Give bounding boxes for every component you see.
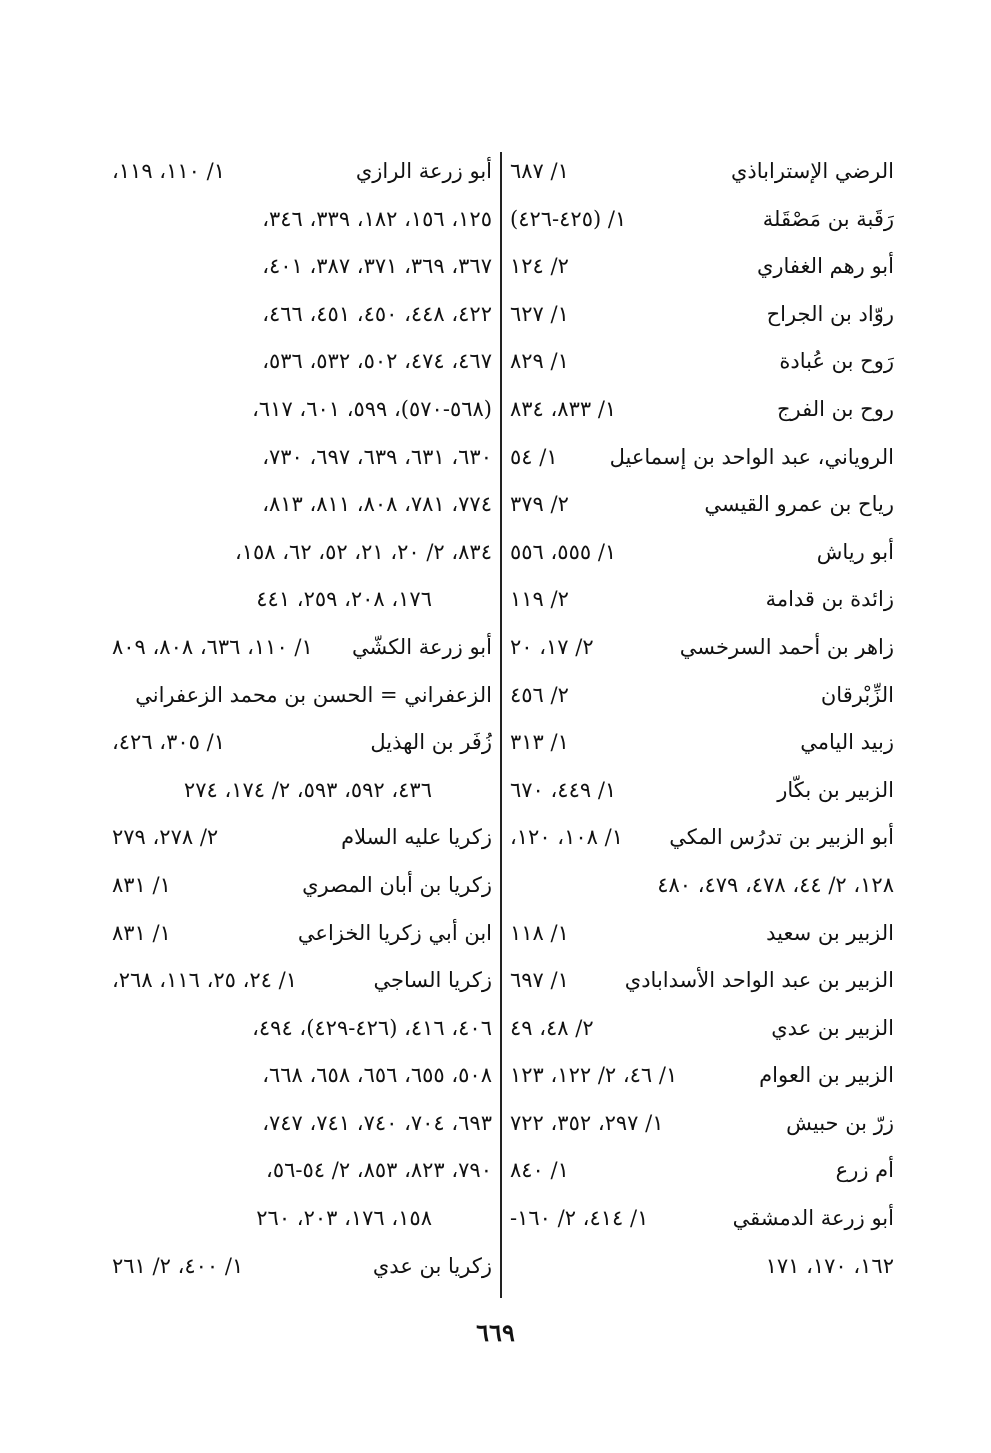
index-entry: [112, 1195, 492, 1243]
entry-name: الزبير بن بكّار: [777, 777, 894, 802]
entry-name: الزبير بن العوام: [759, 1063, 894, 1088]
index-entry: [510, 862, 894, 910]
entry-name: أبو زرعة الكشّي: [351, 634, 492, 659]
entry-name: زائدة بن قدامة: [765, 587, 894, 612]
column-divider: [500, 152, 502, 1298]
entry-page-refs: ٤٠٦، ٤١٦، (٤٢٦-٤٢٩)، ٤٩٤،: [252, 1015, 492, 1040]
entry-name: روح بن الفرج: [776, 396, 894, 421]
index-entry: [510, 767, 894, 815]
entry-name: زكريا بن أبان المصري: [302, 872, 492, 897]
index-entry: [510, 1195, 894, 1243]
entry-name: الزِّبْرقان: [820, 682, 894, 707]
index-entry: [112, 1243, 492, 1291]
index-entry: [510, 529, 894, 577]
entry-page-refs: ١/ ١٠٨، ١٢٠،: [510, 825, 623, 850]
index-entry: [510, 1005, 894, 1053]
index-entry: [112, 576, 492, 624]
entry-page-refs: ٦٣٠، ٦٣١، ٦٣٩، ٦٩٧، ٧٣٠،: [262, 444, 492, 469]
entry-page-refs: ١/ ٦٢٧: [510, 301, 569, 326]
entry-page-refs: ١٦٢، ١٧٠، ١٧١: [765, 1253, 894, 1278]
entry-name: الزبير بن عدي: [771, 1015, 894, 1040]
entry-page-refs: ١/ ٨٢٩: [510, 349, 569, 374]
index-entry: [112, 624, 492, 672]
index-entry: [510, 148, 894, 196]
entry-page-refs: ١٥٨، ١٧٦، ٢٠٣، ٢٦٠: [256, 1206, 432, 1231]
index-entry: [112, 243, 492, 291]
index-entry: [510, 196, 894, 244]
entry-name: أبو رياش: [816, 539, 894, 564]
entry-page-refs: ١/ ٤١٤، ٢/ ١٦٠-: [510, 1206, 649, 1231]
entry-page-refs: ٤٦٧، ٤٧٤، ٥٠٢، ٥٣٢، ٥٣٦،: [262, 349, 492, 374]
entry-name: أبو زرعة الدمشقي: [732, 1206, 894, 1231]
entry-page-refs: ١/ ٨٤٠: [510, 1158, 569, 1183]
entry-page-refs: ١/ ٤٠٠، ٢/ ٢٦١: [112, 1253, 244, 1278]
entry-page-refs: ١٢٥، ١٥٦، ١٨٢، ٣٣٩، ٣٤٦،: [262, 206, 492, 231]
entry-name: زاهر بن أحمد السرخسي: [679, 634, 894, 659]
entry-name: الرضي الإستراباذي: [730, 159, 894, 183]
entry-page-refs: (٥٦٨-٥٧٠)، ٥٩٩، ٦٠١، ٦١٧،: [252, 396, 492, 421]
entry-name: زرّ بن حبيش: [786, 1110, 894, 1135]
entry-page-refs: ١/ ٦٨٧: [510, 159, 569, 183]
index-column-left: [112, 148, 492, 1290]
entry-page-refs: ٢/ ١٧، ٢٠: [510, 634, 594, 659]
entry-name: رَقَبة بن مَصْقَلة: [762, 206, 894, 231]
entry-page-refs: ٢/ ١٢٤: [510, 254, 569, 279]
entry-name: روّاد بن الجراح: [766, 301, 894, 326]
entry-name: زكريا عليه السلام: [341, 825, 492, 850]
entry-name: زبيد اليامي: [800, 730, 894, 755]
entry-page-refs: ١/ ٨٣٣، ٨٣٤: [510, 396, 617, 421]
page-number: ٦٦٩: [476, 1318, 515, 1347]
index-entry: [112, 672, 492, 720]
entry-name: زُفَر بن الهذيل: [370, 730, 492, 755]
entry-page-refs: ١٧٦، ٢٠٨، ٢٥٩، ٤٤١: [256, 587, 432, 612]
index-entry: [112, 481, 492, 529]
entry-page-refs: ٢/ ١١٩: [510, 587, 569, 612]
index-entry: [510, 1052, 894, 1100]
index-entry: [112, 910, 492, 958]
index-entry: [510, 624, 894, 672]
index-entry: [112, 767, 492, 815]
entry-page-refs: ١/ ٢٩٧، ٣٥٢، ٧٢٢: [510, 1110, 664, 1135]
entry-name: زكريا الساجي: [373, 968, 492, 993]
entry-page-refs: ١/ ١١٠، ٦٣٦، ٨٠٨، ٨٠٩: [112, 634, 313, 659]
index-entry: [112, 338, 492, 386]
index-column-right: [510, 148, 894, 1290]
entry-page-refs: ١/ ٨٣١: [112, 920, 171, 945]
entry-page-refs: ١/ ٣٠٥، ٤٢٦،: [112, 730, 225, 755]
entry-page-refs: ١/ ٥٥٥، ٥٥٦: [510, 539, 617, 564]
entry-name: الزعفراني = الحسن بن محمد الزعفراني: [135, 682, 492, 707]
index-entry: [510, 1243, 894, 1291]
index-entry: [112, 1147, 492, 1195]
entry-name: الزبير بن سعيد: [766, 920, 894, 945]
index-entry: [510, 338, 894, 386]
entry-name: أبو زرعة الرازي: [355, 159, 492, 183]
entry-name: رَوح بن عُبادة: [779, 349, 894, 374]
entry-page-refs: ٢/ ٤٥٦: [510, 682, 569, 707]
index-entry: [112, 291, 492, 339]
index-entry: [112, 196, 492, 244]
entry-page-refs: ١/ ٣١٣: [510, 730, 569, 755]
entry-name: أم زرع: [835, 1158, 894, 1183]
entry-name: الزبير بن عبد الواحد الأسدابادي: [624, 968, 894, 993]
entry-page-refs: ٢/ ٢٧٨، ٢٧٩: [112, 825, 219, 850]
entry-page-refs: ٤٣٦، ٥٩٢، ٥٩٣، ٢/ ١٧٤، ٢٧٤: [183, 777, 432, 802]
entry-page-refs: ١/ ١١٨: [510, 920, 569, 945]
index-entry: [510, 910, 894, 958]
entry-name: أبو رهم الغفاري: [756, 254, 894, 279]
entry-page-refs: ١/ ٤٦، ٢/ ١٢٢، ١٢٣: [510, 1063, 678, 1088]
index-entry: [510, 1100, 894, 1148]
entry-page-refs: ٧٧٤، ٧٨١، ٨٠٨، ٨١١، ٨١٣،: [262, 492, 492, 517]
entry-page-refs: ٧٩٠، ٨٢٣، ٨٥٣، ٢/ ٥٤-٥٦،: [266, 1158, 492, 1183]
entry-page-refs: ٨٣٤، ٢/ ٢٠، ٢١، ٥٢، ٦٢، ١٥٨،: [234, 539, 492, 564]
index-entry: [510, 576, 894, 624]
entry-page-refs: ٦٩٣، ٧٠٤، ٧٤٠، ٧٤١، ٧٤٧،: [262, 1110, 492, 1135]
entry-page-refs: ١/ ٥٤: [510, 444, 558, 469]
index-entry: [112, 529, 492, 577]
index-entry: [112, 434, 492, 482]
entry-name: زكريا بن عدي: [372, 1253, 492, 1278]
entry-page-refs: ١/ ٢٤، ٢٥، ١١٦، ٢٦٨،: [112, 968, 297, 993]
entry-name: الروياني، عبد الواحد بن إسماعيل: [609, 444, 894, 469]
entry-name: رياح بن عمرو القيسي: [704, 492, 894, 517]
entry-page-refs: ١/ ٤٤٩، ٦٧٠: [510, 777, 617, 802]
index-entry: [510, 957, 894, 1005]
index-entry: [112, 862, 492, 910]
index-entry: [112, 148, 492, 196]
index-entry: [112, 1100, 492, 1148]
index-entry: [510, 386, 894, 434]
entry-page-refs: ٤٢٢، ٤٤٨، ٤٥٠، ٤٥١، ٤٦٦،: [262, 301, 492, 326]
entry-page-refs: ١/ ١١٠، ١١٩،: [112, 159, 225, 183]
entry-page-refs: ٣٦٧، ٣٦٩، ٣٧١، ٣٨٧، ٤٠١،: [262, 254, 492, 279]
index-entry: [510, 434, 894, 482]
index-entry: [510, 291, 894, 339]
index-entry: [510, 481, 894, 529]
index-entry: [510, 672, 894, 720]
index-entry: [112, 386, 492, 434]
entry-page-refs: ٢/ ٣٧٩: [510, 492, 569, 517]
entry-page-refs: ٢/ ٤٨، ٤٩: [510, 1015, 594, 1040]
entry-page-refs: ١٢٨، ٢/ ٤٤، ٤٧٨، ٤٧٩، ٤٨٠: [657, 872, 894, 897]
index-entry: [510, 814, 894, 862]
index-entry: [510, 243, 894, 291]
index-entry: [112, 1005, 492, 1053]
entry-page-refs: ١/ ٦٩٧: [510, 968, 569, 993]
index-entry: [112, 957, 492, 1005]
index-entry: [510, 1147, 894, 1195]
entry-name: أبو الزبير بن تدرُس المكي: [669, 825, 894, 850]
entry-page-refs: ٥٠٨، ٦٥٥، ٦٥٦، ٦٥٨، ٦٦٨،: [262, 1063, 492, 1088]
entry-page-refs: ١/ (٤٢٥-٤٢٦): [510, 206, 627, 231]
index-entry: [112, 814, 492, 862]
index-entry: [112, 1052, 492, 1100]
entry-page-refs: ١/ ٨٣١: [112, 872, 171, 897]
entry-name: ابن أبي زكريا الخزاعي: [297, 920, 492, 945]
index-entry: [112, 719, 492, 767]
index-entry: [510, 719, 894, 767]
